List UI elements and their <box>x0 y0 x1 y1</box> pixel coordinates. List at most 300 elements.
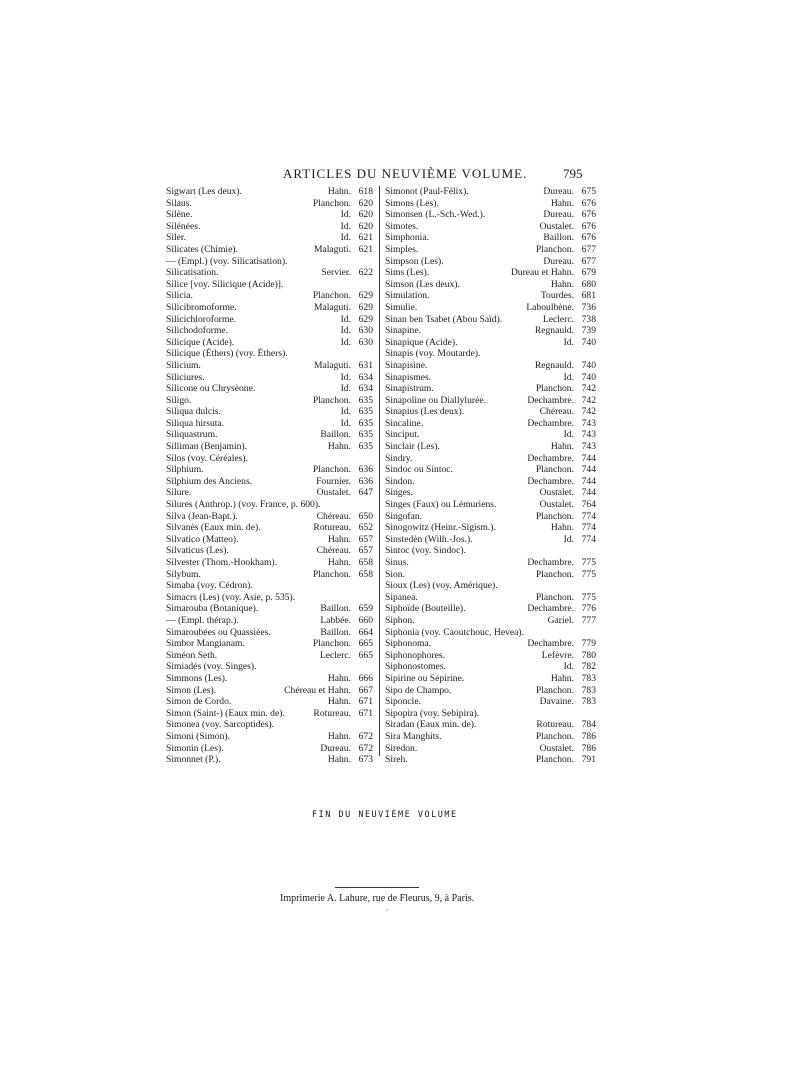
index-entry <box>385 638 596 650</box>
entry-title: Silicatisation. <box>166 267 219 279</box>
entry-title: Silphium des Anciens. <box>166 475 253 487</box>
entry-page: 775 <box>581 557 596 568</box>
entry-title: Silicique (Acide). <box>166 336 235 348</box>
entry-page: 658 <box>358 557 373 568</box>
entry-author: Id. <box>340 232 351 244</box>
index-entry <box>385 696 596 708</box>
index-entry <box>385 441 596 453</box>
entry-author: Hahn. <box>327 672 351 684</box>
entry-title: Simaba (voy. Cédron). <box>166 580 253 592</box>
index-entry <box>166 592 373 604</box>
index-entry <box>385 719 596 731</box>
ornament-dot: · <box>386 906 389 915</box>
index-entry <box>385 348 596 360</box>
entry-author <box>288 348 351 360</box>
entry-title: Sinapistrum. <box>385 383 434 395</box>
entry-page: 657 <box>358 533 373 545</box>
index-entry <box>385 209 596 221</box>
index-entry <box>166 395 373 407</box>
entry-title: Siphonoma. <box>385 638 432 650</box>
entry-page: 631 <box>358 359 373 371</box>
entry-page <box>351 499 373 511</box>
entry-title: Siphonostomes. <box>385 661 447 673</box>
entry-page: 667 <box>358 684 373 696</box>
entry-title: Siliqua dulcis. <box>166 406 221 418</box>
entry-page: 776 <box>581 603 596 615</box>
index-entry <box>166 569 373 581</box>
entry-author <box>287 256 351 268</box>
entry-title: Sion. <box>385 568 405 580</box>
index-entry <box>385 360 596 372</box>
entry-page: 652 <box>358 522 373 534</box>
entry-title: Simulation. <box>385 290 430 302</box>
entry-title: Sinapismes. <box>385 371 432 383</box>
entry-author: Rotureau. <box>536 719 574 731</box>
entry-author: Planchon. <box>535 684 574 696</box>
entry-title: Singofan. <box>385 510 423 522</box>
entry-author: Oustalet. <box>539 742 574 754</box>
index-entry <box>166 372 373 384</box>
index-entry <box>166 186 373 198</box>
entry-author: Id. <box>340 417 351 429</box>
entry-title: Sinclair (Les). <box>385 441 440 453</box>
entry-title: Sipirine ou Sépirine. <box>385 672 465 684</box>
index-entry <box>385 232 596 244</box>
entry-author <box>295 592 351 604</box>
entry-title: Silénées. <box>166 220 201 232</box>
index-entry <box>166 383 373 395</box>
index-entry <box>166 511 373 523</box>
entry-author: Oustalet. <box>539 220 574 232</box>
index-entry <box>385 580 596 592</box>
entry-title: — (Empl.) (voy. Silicatisation). <box>166 255 288 267</box>
entry-title: Silliman (Benjamin). <box>166 441 248 453</box>
entry-title: Sindry. <box>385 452 413 464</box>
entry-page: 635 <box>358 394 373 406</box>
entry-page: 775 <box>581 568 596 580</box>
entry-page: 664 <box>358 626 373 638</box>
entry-page: 665 <box>358 638 373 650</box>
index-entry <box>385 685 596 697</box>
entry-page: 618 <box>358 186 373 197</box>
entry-author: Rotureau. <box>313 522 351 534</box>
entry-page: 783 <box>581 672 596 684</box>
entry-title: Silphium. <box>166 464 204 476</box>
index-entry <box>385 661 596 673</box>
entry-page: 742 <box>581 406 596 418</box>
entry-page: 738 <box>581 313 596 325</box>
entry-title: Sireh. <box>385 754 408 766</box>
entry-author <box>274 719 351 731</box>
entry-author <box>466 545 574 557</box>
entry-page: 786 <box>581 730 596 742</box>
entry-page: 671 <box>358 707 373 719</box>
index-entry <box>166 754 373 766</box>
entry-author: Id. <box>340 383 351 395</box>
index-entry <box>385 487 596 499</box>
entry-title: Sinapius (Les deux). <box>385 406 465 418</box>
entry-author: Planchon. <box>312 394 351 406</box>
index-entry <box>166 429 373 441</box>
index-entry <box>385 545 596 557</box>
entry-title: Silicium. <box>166 359 201 371</box>
entry-author: Planchon. <box>535 243 574 255</box>
entry-author: Leclerc. <box>319 649 351 661</box>
entry-title: Silicia. <box>166 290 193 302</box>
entry-author: Chéreau et Hahn. <box>284 684 351 696</box>
entry-title: Sincaline. <box>385 417 424 429</box>
entry-page: 629 <box>358 313 373 325</box>
entry-author: Hahn. <box>550 197 574 209</box>
index-entry <box>385 325 596 337</box>
entry-page: 621 <box>358 243 373 255</box>
entry-page: 657 <box>358 545 373 557</box>
entry-page: 676 <box>581 197 596 209</box>
index-entry <box>385 256 596 268</box>
entry-page: 784 <box>581 719 596 731</box>
entry-title: Silicates (Chimie). <box>166 243 238 255</box>
entry-page: 774 <box>581 522 596 534</box>
index-entry <box>385 557 596 569</box>
entry-page: 677 <box>581 255 596 267</box>
entry-title: Siméon Seth. <box>166 649 218 661</box>
index-entry <box>385 464 596 476</box>
entry-page: 620 <box>358 220 373 232</box>
index-entry <box>166 696 373 708</box>
index-entry <box>166 256 373 268</box>
entry-page <box>351 453 373 465</box>
entry-page <box>351 348 373 360</box>
entry-author: Oustalet. <box>539 487 574 499</box>
entry-author <box>257 661 351 673</box>
entry-title: Simoni (Simon). <box>166 730 230 742</box>
entry-author: Id. <box>563 533 574 545</box>
entry-title: Siphoïde (Bouteille). <box>385 603 466 615</box>
entry-title: Silvaticus (Les). <box>166 545 229 557</box>
entry-author: Hahn. <box>550 441 574 453</box>
index-entry <box>166 441 373 453</box>
entry-title: Sinogowitz (Heinr.-Sigism.). <box>385 522 496 534</box>
entry-title: Simphonia. <box>385 232 429 244</box>
entry-title: Simon de Cordo. <box>166 696 232 708</box>
entry-author: Id. <box>563 371 574 383</box>
entry-title: Silicique (Éthers) (voy. Éthers). <box>166 348 288 360</box>
entry-author: Planchon. <box>312 568 351 580</box>
entry-author <box>480 348 574 360</box>
entry-author: Oustalet. <box>316 487 351 499</box>
entry-page: 672 <box>358 730 373 742</box>
entry-page: 744 <box>581 464 596 476</box>
index-entry <box>385 569 596 581</box>
entry-title: Siliciures. <box>166 371 205 383</box>
entry-title: Simulie. <box>385 301 418 313</box>
index-entry <box>166 290 373 302</box>
entry-author: Chéreau. <box>316 545 351 557</box>
entry-page: 739 <box>581 325 596 337</box>
entry-author: Regnauld. <box>534 359 574 371</box>
entry-title: Sims (Les). <box>385 267 430 279</box>
entry-author: Baillon. <box>320 603 351 615</box>
entry-author: Gariel. <box>547 614 574 626</box>
entry-author <box>479 708 574 720</box>
entry-page: 620 <box>358 209 373 221</box>
index-entry <box>166 198 373 210</box>
entry-title: Simonsen (L.-Sch.-Wed.). <box>385 209 486 221</box>
index-entry <box>385 754 596 766</box>
entry-author: Baillon. <box>320 429 351 441</box>
entry-title: Siphonia (voy. Caoutchouc, Hevea). <box>385 626 524 638</box>
entry-title: Silicibromoforme. <box>166 301 237 313</box>
entry-author: Laboulbène. <box>526 301 574 313</box>
entry-page <box>351 719 373 731</box>
entry-author: Hahn. <box>327 441 351 453</box>
entry-page: 630 <box>358 325 373 337</box>
index-entry <box>385 244 596 256</box>
entry-author: Tourdes. <box>540 290 574 302</box>
entry-title: Simacrs (Les) (voy. Asie, p. 535). <box>166 591 296 603</box>
entry-author: Id. <box>340 313 351 325</box>
index-entry <box>385 337 596 349</box>
entry-page: 681 <box>581 290 596 302</box>
index-entry <box>166 232 373 244</box>
entry-title: Singes. <box>385 487 413 499</box>
entry-page: 783 <box>581 684 596 696</box>
index-entry <box>385 592 596 604</box>
entry-title: Simmons (Les). <box>166 672 228 684</box>
entry-title: Sinapis (voy. Moutarde). <box>385 348 481 360</box>
entry-title: Sintoc (voy. Sindoc). <box>385 545 466 557</box>
entry-author <box>320 499 351 511</box>
entry-title: Siredon. <box>385 742 418 754</box>
index-entry <box>166 453 373 465</box>
index-entry <box>385 372 596 384</box>
entry-author: Baillon. <box>543 232 574 244</box>
entry-author: Planchon. <box>535 464 574 476</box>
entry-author: Fournier. <box>316 475 351 487</box>
entry-title: Simonnet (P.). <box>166 754 221 766</box>
entry-page: 783 <box>581 696 596 708</box>
entry-title: Siphon. <box>385 614 415 626</box>
entry-page: 635 <box>358 406 373 418</box>
entry-page: 743 <box>581 441 596 453</box>
entry-author: Hahn. <box>550 522 574 534</box>
entry-page: 671 <box>358 696 373 708</box>
entry-title: Simonot (Paul-Félix). <box>385 186 469 197</box>
printer-rule <box>335 887 419 888</box>
entry-author: Dechambre. <box>527 603 574 615</box>
entry-author: Dechambre. <box>527 417 574 429</box>
entry-page: 775 <box>581 591 596 603</box>
entry-author: Id. <box>340 406 351 418</box>
index-entry <box>166 360 373 372</box>
index-entry <box>385 615 596 627</box>
index-entry <box>385 650 596 662</box>
index-entry <box>385 534 596 546</box>
entry-title: Sinstedèn (Wilh.-Jos.). <box>385 533 473 545</box>
entry-page: 791 <box>581 754 596 766</box>
entry-page: 736 <box>581 301 596 313</box>
entry-title: Simon (Les). <box>166 684 217 696</box>
entry-title: Simbor Mangianam. <box>166 638 245 650</box>
entry-page: 630 <box>358 336 373 348</box>
entry-page: 677 <box>581 243 596 255</box>
entry-page: 679 <box>581 267 596 279</box>
entry-page <box>574 348 596 360</box>
index-entry <box>385 302 596 314</box>
index-entry <box>385 383 596 395</box>
entry-title: Simaroubées ou Quassiées. <box>166 626 271 638</box>
entry-title: Siliquastrum. <box>166 429 218 441</box>
index-entry <box>385 743 596 755</box>
entry-author: Chéreau. <box>539 406 574 418</box>
entry-author: Hahn. <box>327 186 351 197</box>
index-entry <box>166 267 373 279</box>
entry-page: 742 <box>581 394 596 406</box>
entry-title: Silaus. <box>166 197 192 209</box>
entry-title: Siphonophores. <box>385 649 445 661</box>
entry-title: Silva (Jean-Bapt.). <box>166 510 238 522</box>
entry-author: Chéreau. <box>316 510 351 522</box>
entry-author: Rotureau. <box>313 707 351 719</box>
index-entry <box>166 638 373 650</box>
entry-author: Planchon. <box>312 197 351 209</box>
entry-author: Malaguti. <box>313 359 351 371</box>
entry-title: — (Empl. thérap.). <box>166 614 239 626</box>
entry-page: 675 <box>581 186 596 197</box>
entry-author: Hahn. <box>550 278 574 290</box>
index-entry <box>166 534 373 546</box>
entry-author: Id. <box>340 220 351 232</box>
index-entry <box>166 557 373 569</box>
index-entry <box>385 499 596 511</box>
entry-author: Id. <box>563 661 574 673</box>
entry-title: Simonea (voy. Sarcoptides). <box>166 719 275 731</box>
entry-page: 659 <box>358 603 373 615</box>
index-entry <box>166 337 373 349</box>
entry-page: 634 <box>358 371 373 383</box>
entry-page: 636 <box>358 475 373 487</box>
index-entry <box>385 511 596 523</box>
entry-page <box>351 661 373 673</box>
index-entry <box>385 221 596 233</box>
index-entry <box>385 418 596 430</box>
entry-page: 680 <box>581 278 596 290</box>
entry-author: Hahn. <box>327 557 351 568</box>
entry-author: Leclerc. <box>542 313 574 325</box>
entry-title: Silvanès (Eaux min. de). <box>166 522 261 534</box>
entry-author: Dureau. <box>543 209 574 221</box>
index-entry <box>166 476 373 488</box>
entry-page: 740 <box>581 336 596 348</box>
entry-author <box>253 580 351 592</box>
entry-title: Sinan ben Tsabet (Abou Saïd). <box>385 313 503 325</box>
entry-page: 779 <box>581 638 596 650</box>
entry-title: Sipo de Champo. <box>385 684 452 696</box>
entry-author: Hahn. <box>327 533 351 545</box>
entry-page: 635 <box>358 429 373 441</box>
entry-author: Planchon. <box>535 591 574 603</box>
entry-title: Simples. <box>385 243 419 255</box>
entry-page: 658 <box>358 568 373 580</box>
entry-title: Silvester (Thom.-Hookham). <box>166 557 278 568</box>
index-entry <box>166 603 373 615</box>
index-entry <box>166 302 373 314</box>
entry-author: Id. <box>340 325 351 337</box>
index-entry <box>166 209 373 221</box>
entry-page: 744 <box>581 452 596 464</box>
entry-author: Id. <box>340 371 351 383</box>
index-entry <box>166 314 373 326</box>
entry-page: 777 <box>581 614 596 626</box>
index-entry <box>385 476 596 488</box>
entry-author: Malaguti. <box>313 301 351 313</box>
entry-author: Planchon. <box>312 638 351 650</box>
entry-page <box>574 627 596 639</box>
entry-author: Hahn. <box>327 730 351 742</box>
entry-title: Silicichloroforme. <box>166 313 237 325</box>
index-entry <box>385 603 596 615</box>
entry-page: 782 <box>581 661 596 673</box>
index-entry <box>166 348 373 360</box>
entry-title: Simon (Saint-) (Eaux min. de). <box>166 707 285 719</box>
entry-author: Dureau et Hahn. <box>510 267 574 279</box>
entry-page <box>351 592 373 604</box>
index-entry <box>166 221 373 233</box>
index-entry <box>166 580 373 592</box>
entry-page: 780 <box>581 649 596 661</box>
entry-page: 647 <box>358 487 373 499</box>
entry-title: Silure. <box>166 487 192 499</box>
entry-author: Regnauld. <box>534 325 574 337</box>
entry-title: Simson (Les deux). <box>385 278 460 290</box>
entry-title: Silvatico (Matteo). <box>166 533 239 545</box>
entry-page: 636 <box>358 464 373 476</box>
entry-page: 621 <box>358 232 373 244</box>
index-entry <box>385 731 596 743</box>
entry-title: Simons (Les). <box>385 197 439 209</box>
entry-page: 774 <box>581 510 596 522</box>
entry-title: Siliqua hirsuta. <box>166 417 225 429</box>
entry-author: Dureau. <box>320 742 351 754</box>
index-entry <box>166 418 373 430</box>
entry-page: 744 <box>581 487 596 499</box>
entry-title: Siradan (Eaux min. de). <box>385 719 477 731</box>
entry-author: Servier. <box>321 267 351 279</box>
index-entry <box>385 314 596 326</box>
index-entry <box>385 522 596 534</box>
entry-page: 676 <box>581 209 596 221</box>
entry-author: Planchon. <box>535 730 574 742</box>
entry-author: Planchon. <box>535 510 574 522</box>
entry-page: 676 <box>581 220 596 232</box>
entry-page: 764 <box>581 499 596 511</box>
entry-page: 676 <box>581 232 596 244</box>
index-entry <box>166 731 373 743</box>
entry-page: 629 <box>358 290 373 302</box>
index-entry <box>166 719 373 731</box>
index-entry <box>385 279 596 291</box>
page-title: ARTICLES DU NEUVIÈME VOLUME. <box>283 166 528 181</box>
entry-page: 742 <box>581 383 596 395</box>
entry-author: Dechambre. <box>527 452 574 464</box>
index-entry <box>166 661 373 673</box>
entry-title: Siler. <box>166 232 186 244</box>
entry-author <box>248 453 351 465</box>
entry-author: Dechambre. <box>527 638 574 650</box>
entry-page <box>351 279 373 291</box>
entry-title: Sipopira (voy. Sebipira). <box>385 707 480 719</box>
entry-author: Id. <box>340 209 351 221</box>
